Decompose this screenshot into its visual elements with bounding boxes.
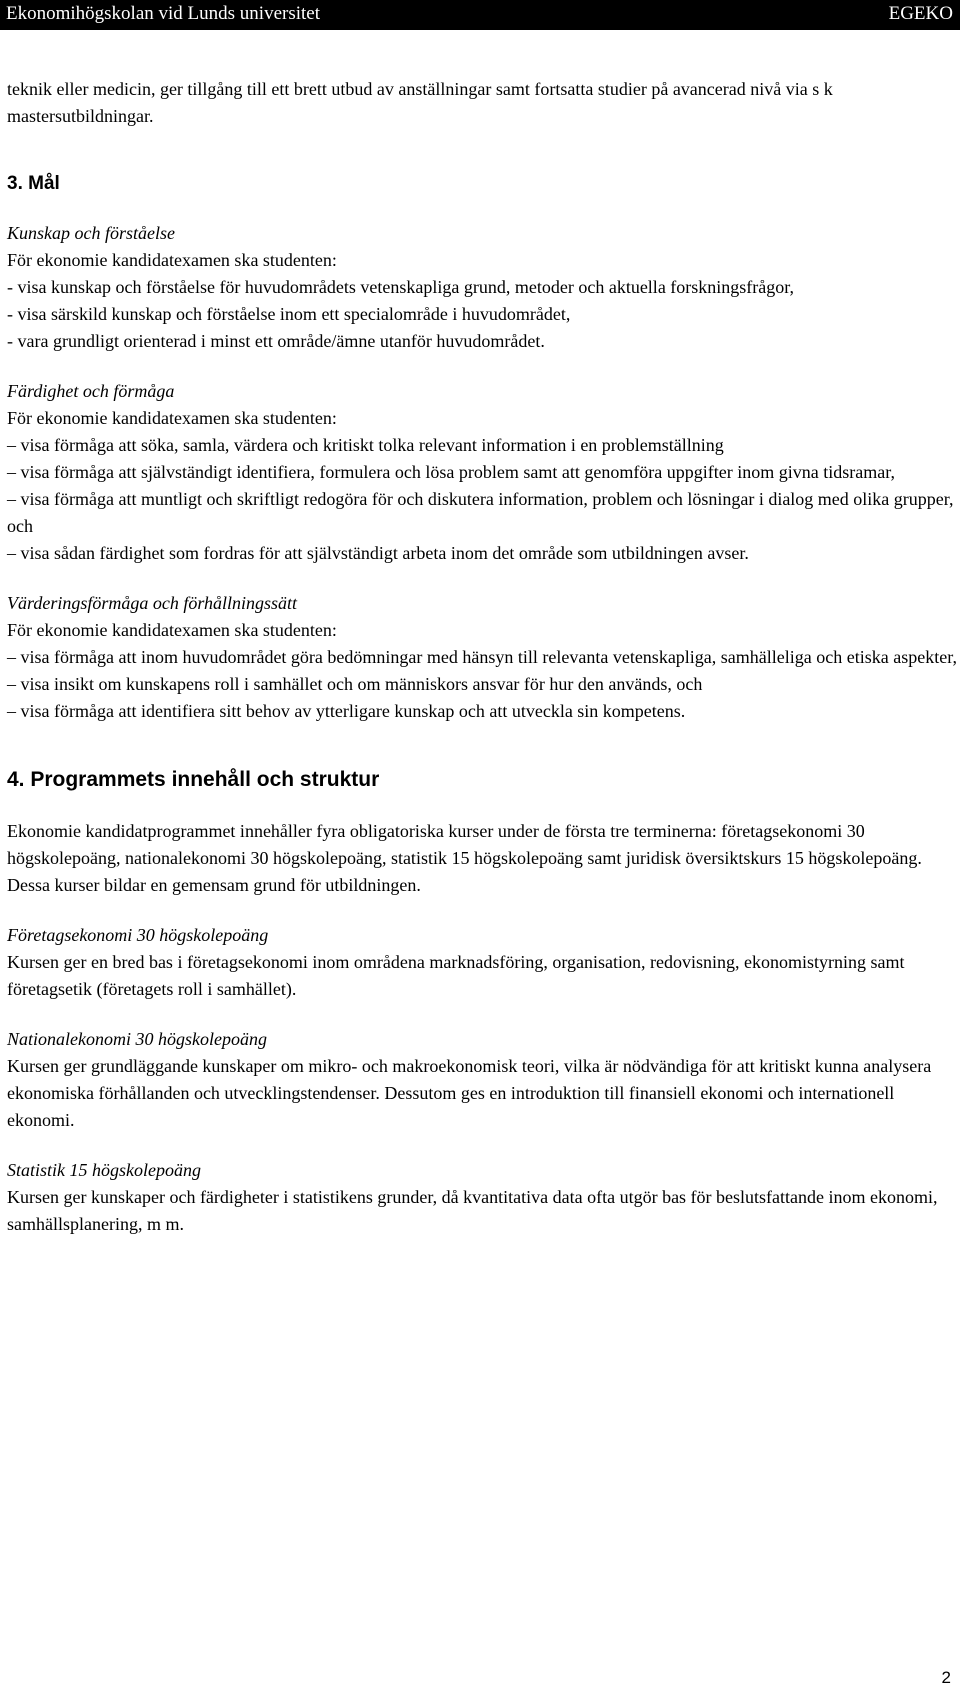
- skills-lead: För ekonomie kandidatexamen ska studenten:: [7, 408, 337, 428]
- skills-item: – visa förmåga att muntligt och skriftligt redogöra för och diskutera information, problem och lösningar i dialog med olika grupper, och: [7, 489, 954, 536]
- subheading-values: Värderingsförmåga och förhållningssätt: [7, 593, 298, 613]
- values-item: – visa förmåga att inom huvudområdet göra bedömningar med hänsyn till relevanta vetenskapliga, samhälleliga och etiska aspekter,: [7, 647, 957, 667]
- skills-item: – visa sådan färdighet som fordras för att självständigt arbeta inom det område som utbildningen avser.: [7, 543, 749, 563]
- subheading-knowledge: Kunskap och förståelse: [7, 223, 175, 243]
- section-heading-goals: 3. Mål: [7, 173, 60, 194]
- knowledge-item: - vara grundligt orienterad i minst ett område/ämne utanför huvudområdet.: [7, 331, 545, 351]
- skills-item: – visa förmåga att självständigt identifiera, formulera och lösa problem samt att genomföra uppgifter inom givna tidsramar,: [7, 462, 896, 482]
- running-header: [0, 0, 960, 30]
- header-program-code: EGEKO: [888, 3, 953, 24]
- program-intro-paragraph: Ekonomie kandidatprogrammet innehåller fyra obligatoriska kurser under de första tre terminerna: företagsekonomi 30 högskolepoäng, nationalekonomi 30 högskolepoäng, statistik 15 högskolepoäng samt juridisk översiktskurs 15 högskolepoäng. Dessa kurser bildar en gemensam grund för utbildningen.: [7, 821, 922, 895]
- course-title: Företagsekonomi 30 högskolepoäng: [7, 925, 269, 945]
- header-institution: Ekonomihögskolan vid Lunds universitet: [6, 3, 321, 24]
- values-lead: För ekonomie kandidatexamen ska studenten:: [7, 620, 337, 640]
- course-description: Kursen ger kunskaper och färdigheter i statistikens grunder, då kvantitativa data ofta utgör bas för beslutsfattande inom ekonomi, samhällsplanering, m m.: [7, 1187, 938, 1234]
- page-number: 2: [941, 1668, 951, 1687]
- subheading-skills: Färdighet och förmåga: [7, 381, 175, 401]
- course-title: Nationalekonomi 30 högskolepoäng: [7, 1029, 267, 1049]
- intro-paragraph: teknik eller medicin, ger tillgång till ett brett utbud av anställningar samt fortsatta studier på avancerad nivå via s k mastersutbildningar.: [7, 79, 833, 126]
- skills-item: – visa förmåga att söka, samla, värdera och kritiskt tolka relevant information i en problemställning: [7, 435, 724, 455]
- knowledge-lead: För ekonomie kandidatexamen ska studenten:: [7, 250, 337, 270]
- course-description: Kursen ger en bred bas i företagsekonomi inom områdena marknadsföring, organisation, redovisning, ekonomistyrning samt företagsetik (företagets roll i samhället).: [7, 952, 905, 999]
- section-heading-content: 4. Programmets innehåll och struktur: [7, 768, 380, 791]
- knowledge-item: - visa särskild kunskap och förståelse inom ett specialområde i huvudområdet,: [7, 304, 571, 324]
- course-title: Statistik 15 högskolepoäng: [7, 1160, 201, 1180]
- page-content: [7, 76, 957, 1238]
- knowledge-item: - visa kunskap och förståelse för huvudområdets vetenskapliga grund, metoder och aktuella forskningsfrågor,: [7, 277, 795, 297]
- values-item: – visa insikt om kunskapens roll i samhället och om människors ansvar för hur den används, och: [7, 674, 703, 694]
- values-item: – visa förmåga att identifiera sitt behov av ytterligare kunskap och att utveckla sin kompetens.: [7, 701, 686, 721]
- course-description: Kursen ger grundläggande kunskaper om mikro- och makroekonomisk teori, vilka är nödvändiga för att kritiskt kunna analysera ekonomiska förhållanden och utvecklingstendenser. Dessutom ges en introduktion till finansiell ekonomi och internationell ekonomi.: [7, 1056, 932, 1130]
